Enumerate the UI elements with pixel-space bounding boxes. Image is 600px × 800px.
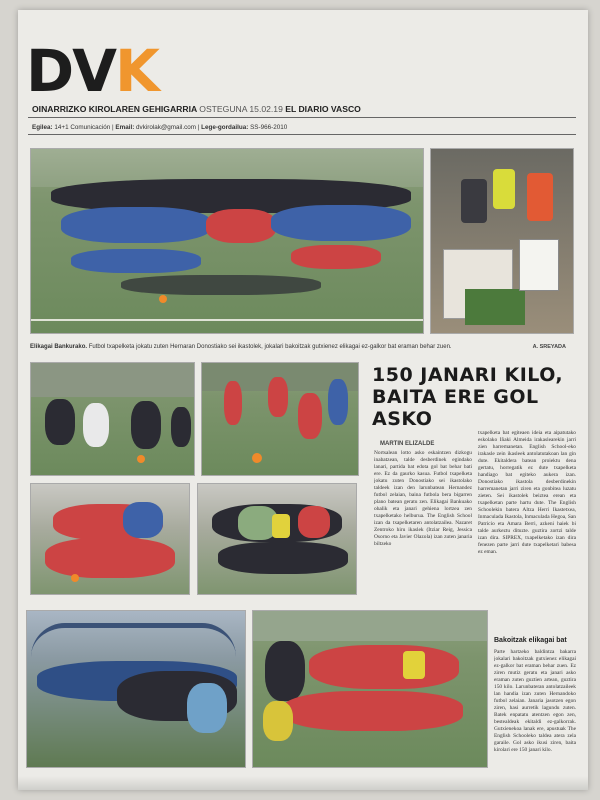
email-value: dvkirolak@gmail.com bbox=[136, 124, 196, 131]
team-group-photo bbox=[30, 148, 424, 334]
edition-label: Egilea: bbox=[32, 124, 53, 131]
article-column-1: Nortsalean lotto asko eskaintzen dizkogu inabatzean, talde desberdinek egindako lanari, partida bat edota gol bat behar bati ere. Ez da gaurko kasua. Futbol txapelketa jokatu zuten Donostiako sei ikastolako taldeek izan den larunbatean Hernandez futbol zelaian, baina futbola bera bigarren plano batean geratu zen. Elikagai Bankuako ohalik eta janari gehiena lortzea zen txapelketako helburua. The English School izan da txapelketaren antolatzailea. Nazaret Zentroko hiru ikaslek (Itziar Reig, Jessica Osorno eta Javier Olazola) izan zuten janaria biltzeko bbox=[374, 450, 472, 547]
phone-value: SS-966-2010 bbox=[250, 124, 288, 131]
dvk-logo bbox=[26, 37, 158, 105]
article-column-3: Parte hartzeko baldintza bakarra jokalari bakoitzak gutxienez elikagai ez-galkor bat eraman behar zuen. Ez ziren mutiz geratu eta janari asko eraman zuten guztien artean, guztira 150 kilo. Larunbateran antolatzaileek lan handia izan zuten Hernandoko futbol zelaian. Janaria jasotzen egon ziren, hasi aurretik lagundu zuten. Batek enpatatu atentzen egon zen, bestealdeak ekitaldi ez-galkorrak. Gutxienekoa lanak ere, apustuak The English Schooleko taldea atera zela garaile. Gol asko ikusi ziren, baita kirolari ere 150 janari kilo. bbox=[494, 649, 576, 753]
match-photo-2 bbox=[201, 362, 359, 476]
email-label: Email: bbox=[115, 124, 135, 131]
article-column-2: txapelketa bat egiteaen ideia eta aipatutako eskolako Iñaki Almeida irakaslearekin jarri zien harremanetan. English School-eko irakasle zein ikasleek antolatutakoan lan gin dute. Ekitaldera batean proiektu dena gertatu, horregatik ez dute txapelketa handiago bat egiteko aukera izan. Donostiako ikastola desberdinekin harremanetan jarri ziren eta gonbitea luzatu zieten. Sei ikastolek beiztea erean eta txapelketan parte hartu dute. The English Schoolekin batera Altza Herri Ikastetxea, Inmaculada Ikastola, Inmaculada Hegoa, San Patricio eta Amara Berri, azkeni haiek bi talde aurkeztu dituzte. guztira zortzi talde izan dira. SIPREX, txapelketako izan dira fenezen parte jarri dute txapelketari babesa ez eman. bbox=[478, 430, 576, 555]
bench-team-photo bbox=[26, 610, 246, 768]
edition-value: 14+1 Comunicación bbox=[54, 124, 111, 131]
contacts-line: Egilea: 14+1 Comunicación | Email: dvkirolak@gmail.com | Lege-gordailua: SS-966-2010 bbox=[32, 124, 288, 131]
logo-k: K bbox=[115, 37, 158, 105]
issue-date: OSTEGUNA 15.02.19 bbox=[199, 104, 283, 114]
phone-label: Lege-gordailua: bbox=[201, 124, 249, 131]
team-photo-red bbox=[30, 483, 190, 595]
team-photo-mixed bbox=[197, 483, 357, 595]
masthead-rule bbox=[28, 117, 576, 118]
article-headline: 150 JANARI KILO, BAITA ERE GOL ASKO bbox=[372, 364, 564, 430]
caption-text: Futbol txapelketa jokatu zuten Hernaran Donostiako sei ikastolek, jokalari bakoitzak gutxienez elikagai ez-galkor bat eraman behar zuen. bbox=[88, 344, 452, 350]
logo-dv: DV bbox=[26, 37, 116, 105]
page-fold-shadow bbox=[18, 776, 588, 790]
team-photo-orange bbox=[252, 610, 488, 768]
contacts-rule bbox=[28, 134, 576, 135]
top-photo-caption bbox=[30, 344, 570, 350]
section-name: OINARRIZKO KIROLAREN GEHIGARRIA bbox=[32, 104, 197, 114]
match-photo-1 bbox=[30, 362, 195, 476]
food-collection-photo bbox=[430, 148, 574, 334]
paper-name: EL DIARIO VASCO bbox=[285, 104, 361, 114]
caption-lead: Elikagai Bankurako. bbox=[30, 344, 88, 350]
article-byline: MARTIN ELIZALDE bbox=[380, 441, 435, 447]
photo-credit: A. SREYADA bbox=[532, 344, 566, 350]
newspaper-page bbox=[18, 10, 588, 790]
article-subhead: Bakoitzak elikagai bat bbox=[494, 637, 567, 644]
section-kicker bbox=[32, 104, 361, 114]
